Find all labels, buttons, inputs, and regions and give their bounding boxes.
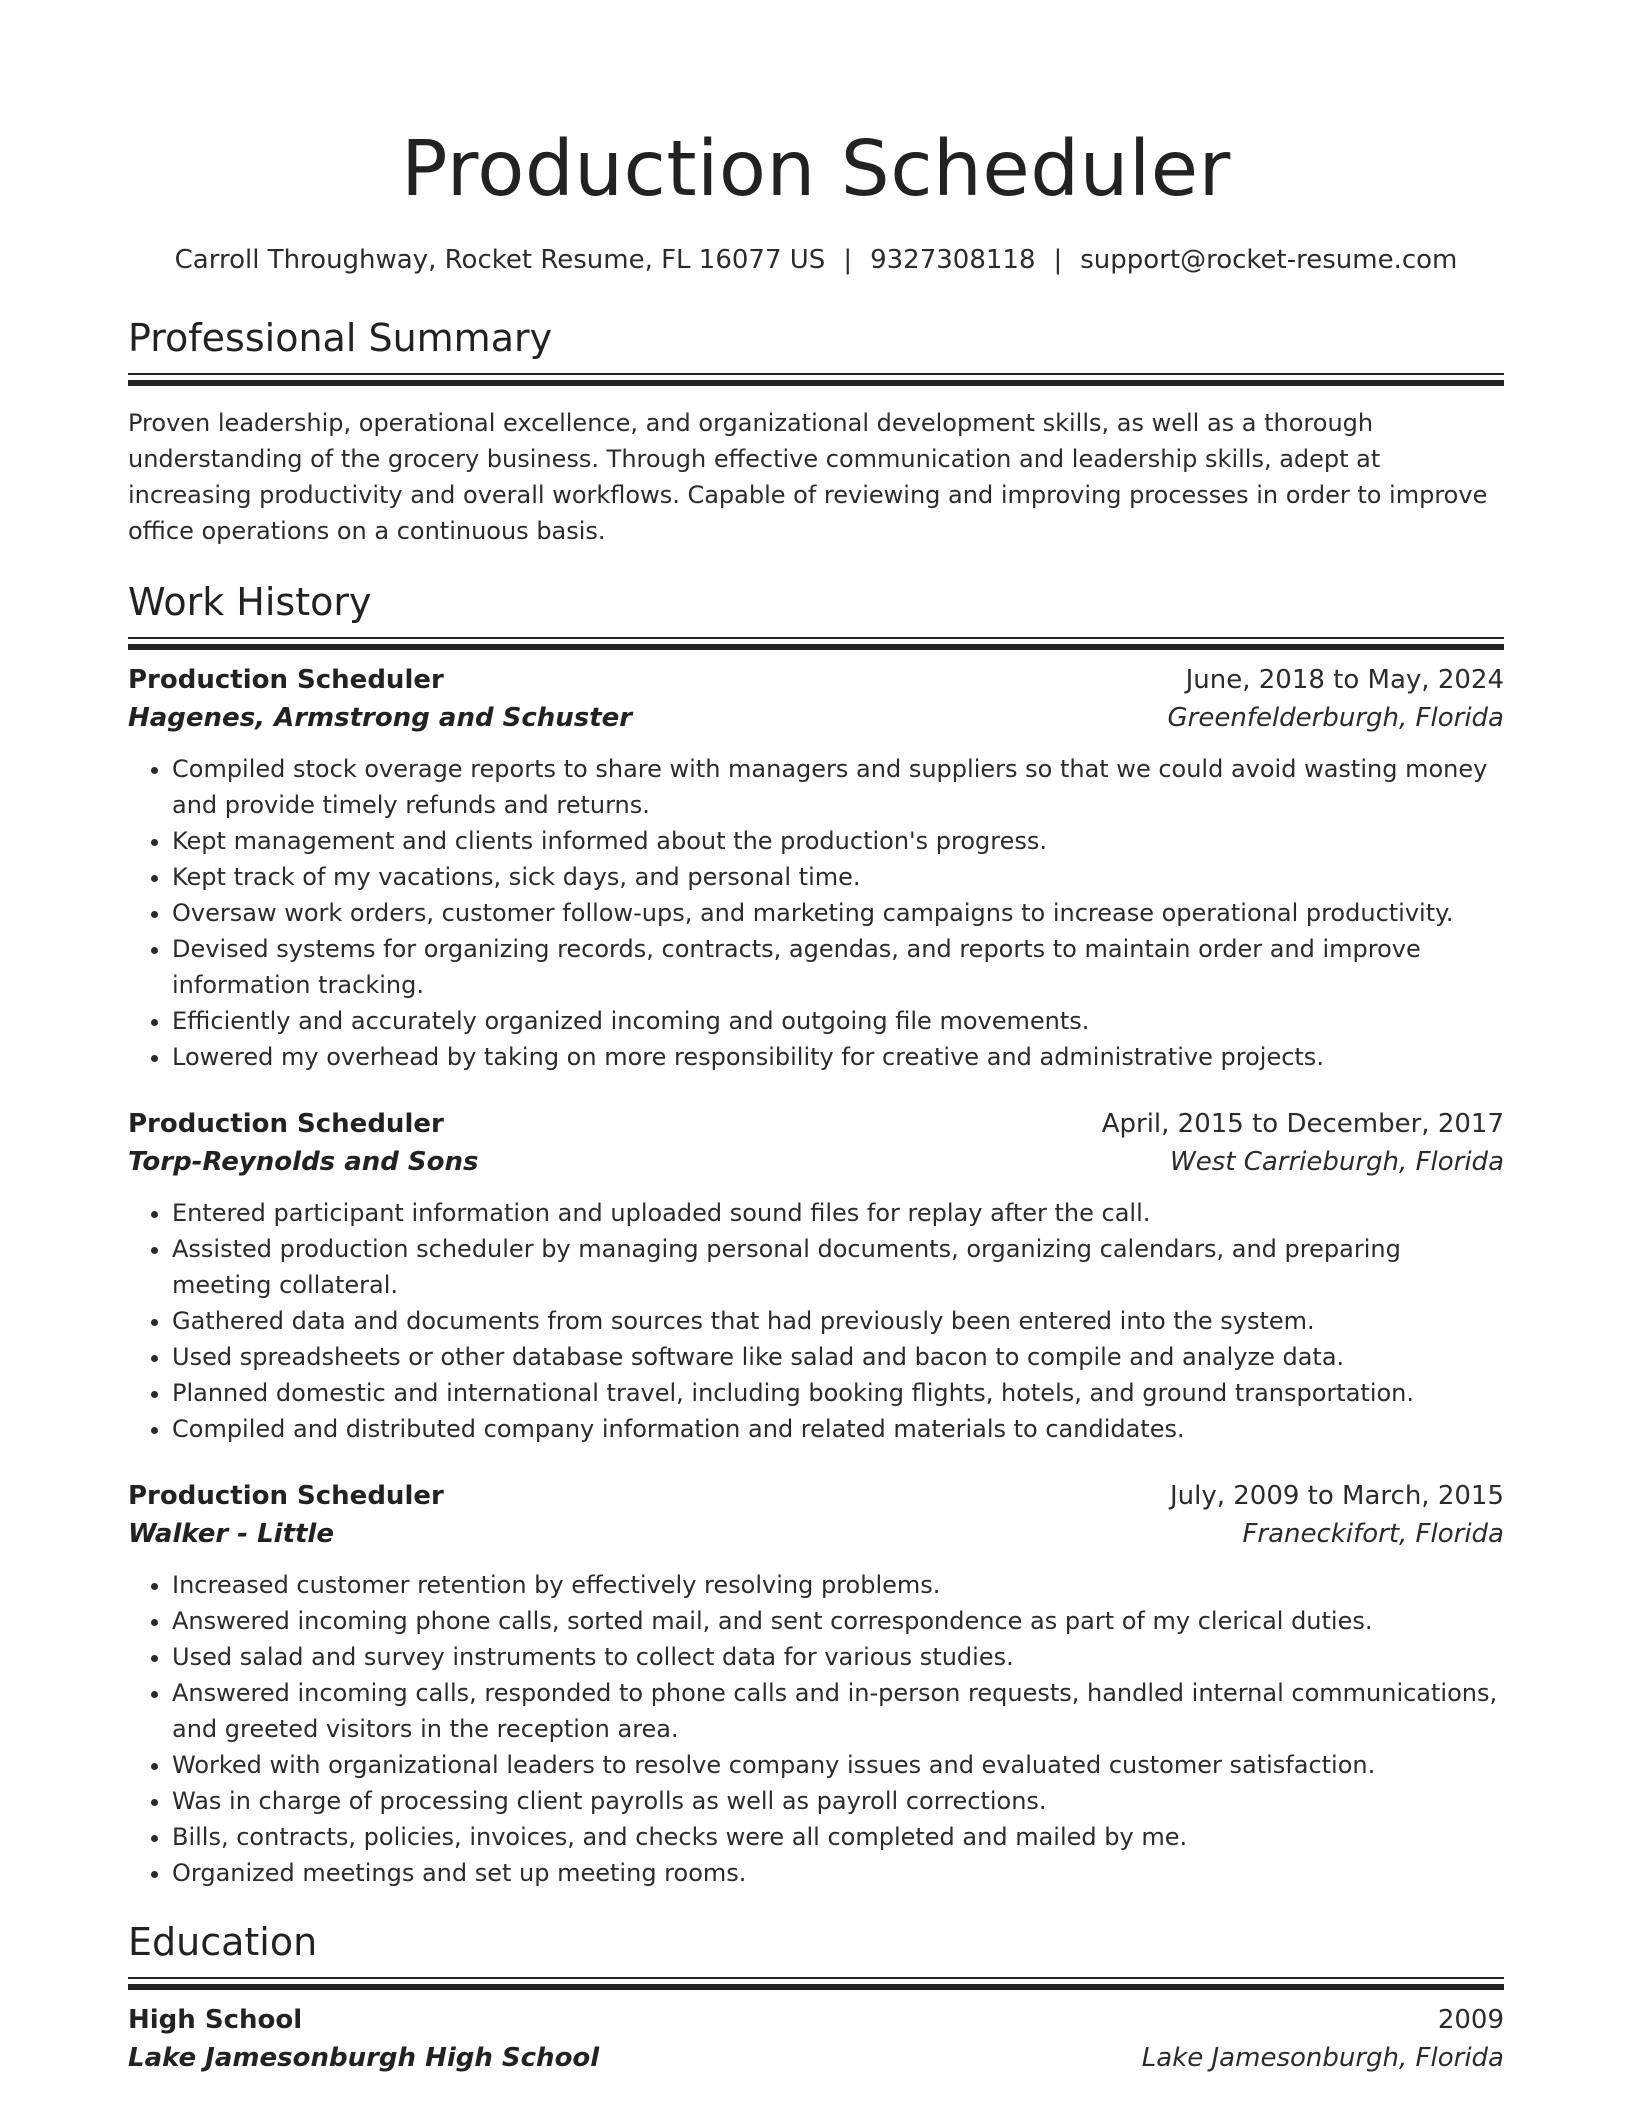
address: Carroll Throughway, Rocket Resume, FL 16077 US — [174, 245, 826, 275]
bullet-item: • Assisted production scheduler by managing personal documents, organizing calendars, and preparing meeting collateral. — [172, 1231, 1504, 1303]
job-bullets — [128, 1195, 1504, 1447]
education-section — [128, 1919, 1504, 2077]
summary-section — [128, 315, 1504, 549]
education-location: Lake Jamesonburgh, Florida — [1141, 2043, 1504, 2073]
bullet-item: • Answered incoming phone calls, sorted mail, and sent correspondence as part of my clerical duties. — [172, 1603, 1504, 1639]
bullet-item: • Efficiently and accurately organized incoming and outgoing file movements. — [172, 1003, 1504, 1039]
job-dates: April, 2015 to December, 2017 — [1101, 1109, 1504, 1139]
bullet-item: • Organized meetings and set up meeting rooms. — [172, 1855, 1504, 1891]
job-title: Production Scheduler — [128, 1481, 444, 1511]
job-company-row — [128, 699, 1504, 737]
job-dates: June, 2018 to May, 2024 — [1185, 665, 1504, 695]
email: support@rocket-resume.com — [1080, 245, 1458, 275]
job-company: Hagenes, Armstrong and Schuster — [128, 703, 633, 733]
job-company-row — [128, 1143, 1504, 1181]
bullet-item: • Kept track of my vacations, sick days, and personal time. — [172, 859, 1504, 895]
education-entry — [128, 2001, 1504, 2077]
job-header-row — [128, 1477, 1504, 1515]
job-location: West Carrieburgh, Florida — [1169, 1147, 1504, 1177]
separator: | — [1053, 245, 1063, 275]
bullet-item: • Used salad and survey instruments to collect data for various studies. — [172, 1639, 1504, 1675]
contact-line — [128, 243, 1504, 277]
education-degree: High School — [128, 2005, 303, 2035]
section-divider — [128, 1977, 1504, 1979]
job-bullets — [128, 751, 1504, 1075]
job-entry — [128, 1477, 1504, 1891]
section-title-education: Education — [128, 1920, 318, 1964]
bullet-item: • Lowered my overhead by taking on more responsibility for creative and administrative projects. — [172, 1039, 1504, 1075]
education-header-row — [128, 2001, 1504, 2039]
section-title-work-history: Work History — [128, 580, 372, 624]
job-header-row — [128, 661, 1504, 699]
job-location: Greenfelderburgh, Florida — [1167, 703, 1504, 733]
section-title-summary: Professional Summary — [128, 316, 553, 360]
section-divider — [128, 637, 1504, 639]
bullet-item: • Increased customer retention by effectively resolving problems. — [172, 1567, 1504, 1603]
job-location: Franeckifort, Florida — [1242, 1519, 1504, 1549]
education-year: 2009 — [1437, 2005, 1504, 2035]
bullet-item: • Bills, contracts, policies, invoices, and checks were all completed and mailed by me. — [172, 1819, 1504, 1855]
summary-text: Proven leadership, operational excellence, and organizational development skills, as well as a thorough understanding of the grocery business. Through effective communication and leadership skills, adept at increasing productivity and overall workflows. Capable of reviewing and improving processes in order to improve office operations on a continuous basis. — [128, 409, 1488, 545]
job-company-row — [128, 1515, 1504, 1553]
job-header-row — [128, 1105, 1504, 1143]
separator: | — [843, 245, 853, 275]
job-company: Walker - Little — [128, 1519, 334, 1549]
job-title: Production Scheduler — [128, 665, 444, 695]
job-bullets — [128, 1567, 1504, 1891]
bullet-item: • Devised systems for organizing records, contracts, agendas, and reports to maintain order and improve information tracking. — [172, 931, 1504, 1003]
bullet-item: • Planned domestic and international travel, including booking flights, hotels, and ground transportation. — [172, 1375, 1504, 1411]
bullet-item: • Kept management and clients informed about the production's progress. — [172, 823, 1504, 859]
phone: 9327308118 — [870, 245, 1036, 275]
bullet-item: • Compiled stock overage reports to share with managers and suppliers so that we could avoid wasting money and provide timely refunds and returns. — [172, 751, 1504, 823]
job-company: Torp-Reynolds and Sons — [128, 1147, 479, 1177]
bullet-item: • Gathered data and documents from sources that had previously been entered into the system. — [172, 1303, 1504, 1339]
bullet-item: • Worked with organizational leaders to resolve company issues and evaluated customer satisfaction. — [172, 1747, 1504, 1783]
job-entry — [128, 661, 1504, 1075]
work-history-section — [128, 579, 1504, 1891]
education-school: Lake Jamesonburgh High School — [128, 2043, 600, 2073]
bullet-item: • Used spreadsheets or other database software like salad and bacon to compile and analyze data. — [172, 1339, 1504, 1375]
education-school-row — [128, 2039, 1504, 2077]
job-entry — [128, 1105, 1504, 1447]
bullet-item: • Answered incoming calls, responded to phone calls and in-person requests, handled internal communications, and greeted visitors in the reception area. — [172, 1675, 1504, 1747]
bullet-item: • Was in charge of processing client payrolls as well as payroll corrections. — [172, 1783, 1504, 1819]
bullet-item: • Oversaw work orders, customer follow-ups, and marketing campaigns to increase operational productivity. — [172, 895, 1504, 931]
bullet-item: • Compiled and distributed company information and related materials to candidates. — [172, 1411, 1504, 1447]
resume-page — [128, 0, 1504, 2077]
job-title: Production Scheduler — [128, 1109, 444, 1139]
section-divider — [128, 373, 1504, 375]
job-dates: July, 2009 to March, 2015 — [1169, 1481, 1504, 1511]
resume-name: Production Scheduler — [401, 125, 1231, 214]
bullet-item: • Entered participant information and uploaded sound files for replay after the call. — [172, 1195, 1504, 1231]
